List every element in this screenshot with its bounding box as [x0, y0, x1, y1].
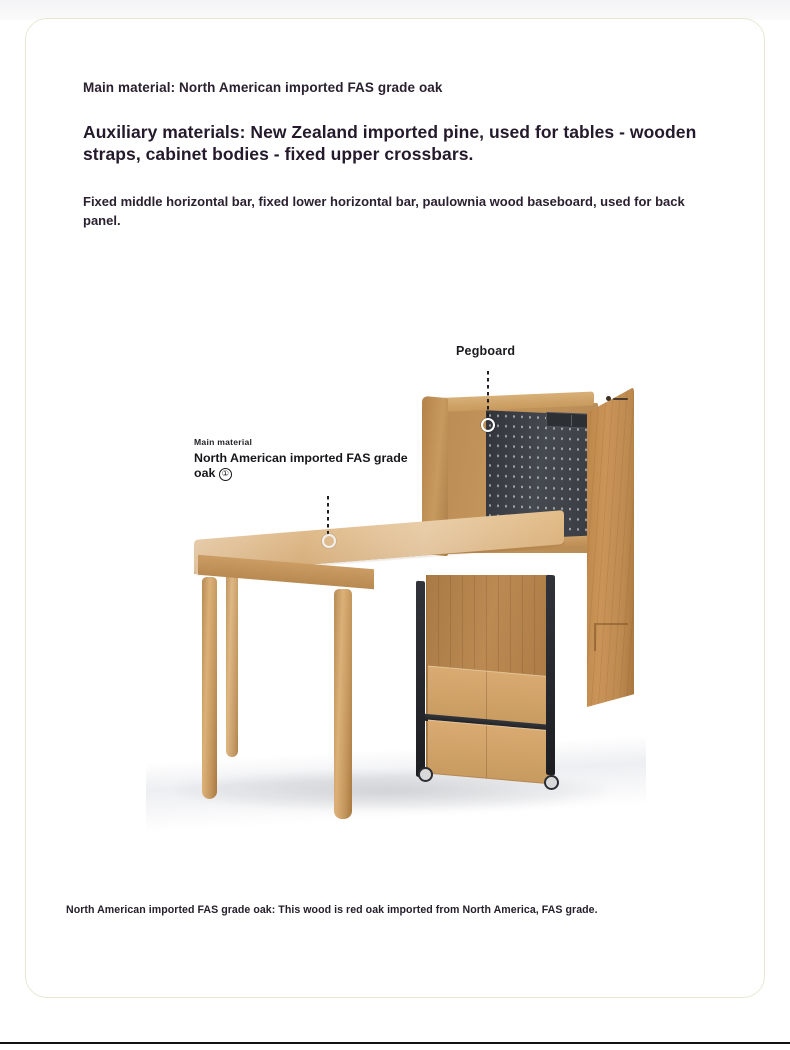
caster-wheel — [544, 775, 559, 790]
page-top-strip — [0, 0, 790, 20]
circled-number-icon: ① — [219, 468, 232, 481]
headline-text: Auxiliary materials: New Zealand imported pine, used for tables - wooden straps, cabinet bodies - fixed upper crossbars. — [83, 121, 697, 164]
leader-line-pegboard — [487, 371, 489, 419]
desk-leg-back-left — [226, 567, 238, 757]
lead-text: Main material: North American imported FAS grade oak — [83, 80, 443, 95]
callout-pegboard-label: Pegboard — [456, 344, 516, 358]
metal-post-left — [416, 581, 425, 778]
desk-leg-front-left — [202, 577, 217, 799]
callout-main-material-value: North American imported FAS grade oak — [194, 451, 408, 481]
leader-line-main-material — [327, 496, 329, 536]
bottom-rule — [0, 1042, 790, 1044]
copy-block — [83, 79, 723, 230]
side-panel-notch — [594, 623, 628, 651]
callout-main-material-eyebrow: Main material — [194, 437, 253, 447]
desk-leg-front-right — [334, 589, 352, 819]
marker-ring-main-material — [322, 534, 336, 548]
footnote-text: North American imported FAS grade oak: This wood is red oak imported from North America, FAS grade. — [66, 904, 598, 916]
subcopy-text: Fixed middle horizontal bar, fixed lower horizontal bar, paulownia wood baseboard, used for back panel. — [83, 194, 685, 228]
callout-pegboard — [456, 344, 515, 358]
product-illustration — [26, 319, 764, 879]
callout-main-material — [194, 437, 409, 481]
metal-post-right — [546, 575, 555, 776]
brand-logo-icon — [606, 396, 628, 401]
lower-cabinet — [416, 575, 566, 785]
marker-ring-pegboard — [481, 418, 495, 432]
caster-wheel — [418, 767, 433, 782]
content-card — [25, 18, 765, 998]
callout-main-material-text — [194, 451, 409, 481]
drawer-lower — [428, 720, 552, 785]
